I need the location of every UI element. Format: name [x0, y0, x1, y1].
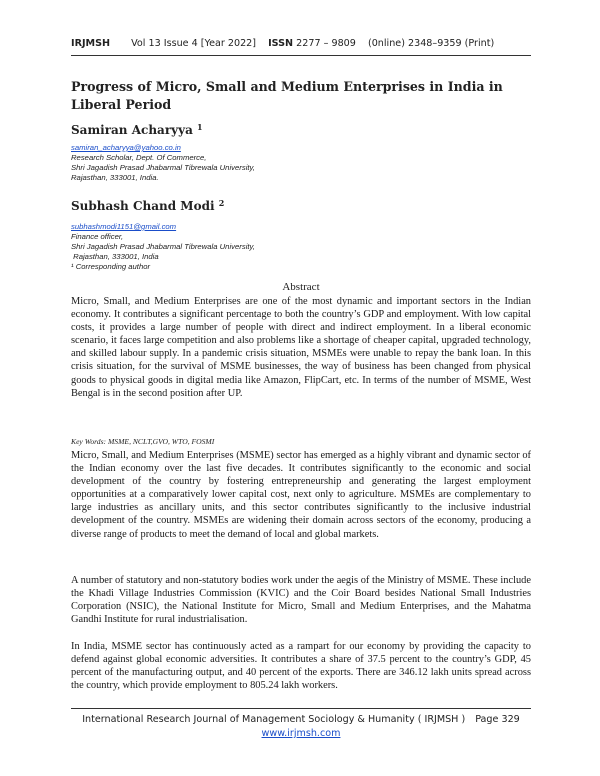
author-1-affiliation-line: Rajasthan, 333001, India.	[71, 173, 159, 182]
footer	[71, 714, 531, 725]
author-1-affiliation-line: Research Scholar, Dept. Of Commerce,	[71, 153, 207, 162]
body-paragraph: Micro, Small, and Medium Enterprises (MSME) sector has emerged as a highly vibrant and dynamic sector of the Indian economy over the last five decades. It contributes significantly to the economic and social development of the country by fostering entrepreneurship and generating the largest employment opportunities at a comparatively lower capital cost, next only to agriculture. MSMEs are complementary to large industries as ancillary units, and this sector contributes significantly to the inclusive industrial development of the country. MSMEs are widening their domain across sectors of the economy, producing a diverse range of products to meet the demand of local and global markets.	[71, 450, 531, 540]
author-1-affiliation	[71, 143, 531, 183]
author-2-affiliation-line: Rajasthan, 333001, India	[71, 252, 159, 261]
author-1-email[interactable]: samiran_acharyya@yahoo.co.in	[71, 143, 181, 152]
issn-label: ISSN	[268, 38, 294, 49]
abstract-text: Micro, Small, and Medium Enterprises are one of the most dynamic and important sectors in the Indian economy. It contributes a significant percentage to both the country’s GDP and employment. With low capital costs, it provides a large number of people with direct and indirect employment. In a liberal economic scenario, it faces large competition and also problems like a shortage of cheaper capital, upgraded technology, and skilled labour supply. In a pandemic crisis situation, MSMEs were unable to repay the bank loan. In this crisis situation, for the survival of MSME businesses, the way of business has been changed from physical goods to physical goods in digital media like Amazon, FlipCart, etc. In terms of the number of MSME, West Bengal is in the second position after UP.	[71, 296, 531, 399]
author-2-affiliation	[71, 222, 531, 272]
issn-print: (0nline) 2348–9359 (Print)	[367, 38, 495, 49]
abstract-heading: Abstract	[282, 281, 320, 293]
footer-journal-name: International Research Journal of Management Sociology & Humanity ( IRJMSH )	[82, 714, 466, 725]
keywords: Key Words: MSME, NCLT,GVO, WTO, FOSMI	[71, 437, 215, 446]
author-1-name: Samiran Acharyya $^1$	[71, 122, 203, 137]
author-2-email[interactable]: subhashmodi1151@gmail.com	[71, 222, 177, 231]
issn-online: 2277 – 9809	[296, 38, 356, 49]
journal-abbrev: IRJMSH	[71, 38, 111, 49]
body-paragraph: A number of statutory and non-statutory bodies work under the aegis of the Ministry of MSME. These include the Khadi Village Industries Commission (KVIC) and the Coir Board besides National Small Industries Corporation (NSIC), the National Institute for Micro, Small and Medium Enterprises, and the Mahatma Gandhi Institute for rural industrialisation.	[71, 575, 531, 626]
header-divider	[71, 55, 531, 56]
author-1-affiliation-line: Shri Jagadish Prasad Jhabarmal Tibrewala University,	[71, 163, 255, 172]
body-paragraph: In India, MSME sector has continuously acted as a rampart for our economy by providing the capacity to defend against global economic adversities. It contributes a share of 37.5 percent to the country’s GDP, 45 percent of the manufacturing output, and 40 percent of the exports. There are 346.12 lakh units spread across the country, which provide employment to 805.24 lakh workers.	[71, 641, 531, 692]
paper-title: Progress of Micro, Small and Medium Enterprises in India in Liberal Period	[71, 79, 503, 112]
volume-issue: Vol 13 Issue 4	[131, 38, 198, 49]
footer-divider	[71, 708, 531, 709]
running-head	[71, 38, 531, 49]
author-2-affiliation-line: Shri Jagadish Prasad Jhabarmal Tibrewala University,	[71, 242, 255, 251]
page-number: Page 329	[475, 714, 520, 725]
corresponding-author-note: ¹ Corresponding author	[71, 262, 151, 271]
journal-website-link[interactable]: www.irjmsh.com	[261, 728, 341, 739]
author-2-name: Subhash Chand Modi $^2$	[71, 198, 225, 213]
author-2-affiliation-line: Finance officer,	[71, 232, 124, 241]
year: [Year 2022]	[200, 38, 257, 49]
